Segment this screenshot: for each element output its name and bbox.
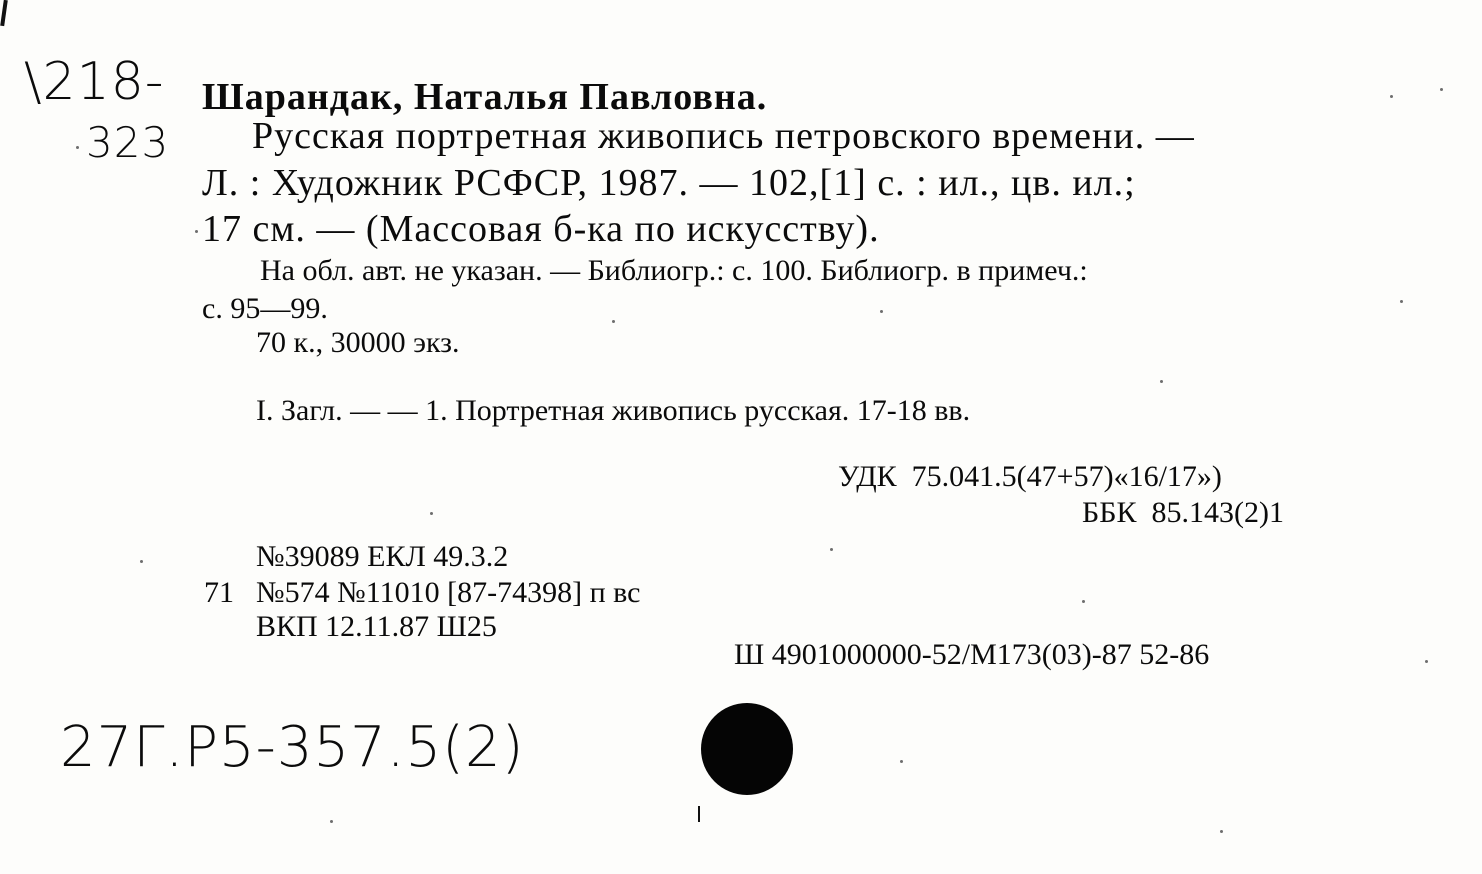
scan-speck <box>830 548 833 551</box>
scan-speck <box>1400 300 1403 303</box>
scan-speck <box>900 760 903 763</box>
scan-speck <box>195 230 198 233</box>
series-line: 17 см. — (Массовая б-ка по искусству). <box>202 208 880 250</box>
registry-line-1: №39089 ЕКЛ 49.3.2 <box>256 540 509 573</box>
handwritten-shelf-mark: 27Г.Р5-357.5(2) <box>60 715 525 780</box>
scan-speck <box>430 512 433 515</box>
imprint-line: Л. : Художник РСФСР, 1987. — 102,[1] с. : ил., цв. ил.; <box>202 162 1136 204</box>
price-circulation: 70 к., 30000 экз. <box>256 326 460 359</box>
registry-line-2: №574 №11010 [87-74398] п вс <box>256 576 641 609</box>
udc-classification: УДК 75.041.5(47+57)«16/17») <box>838 460 1222 493</box>
scan-speck <box>1160 380 1163 383</box>
subject-tracing: I. Загл. — — 1. Портретная живопись русская. 17-18 вв. <box>256 394 971 427</box>
corner-pen-mark <box>0 0 8 26</box>
scan-speck <box>1425 660 1428 663</box>
author-heading: Шарандак, Наталья Павловна. <box>202 76 768 118</box>
scan-speck <box>1440 88 1443 91</box>
scan-speck <box>1390 95 1393 98</box>
scan-speck <box>612 320 615 323</box>
bibliographic-code: Ш 4901000000-52/М173(03)-87 52-86 <box>734 638 1210 671</box>
punched-hole <box>701 703 793 795</box>
scan-speck <box>76 146 79 149</box>
registry-line-3: ВКП 12.11.87 Ш25 <box>256 610 497 643</box>
handwritten-call-number-line-2: 323 <box>86 118 170 167</box>
bbk-classification: ББК 85.143(2)1 <box>1082 496 1284 529</box>
scan-speck <box>330 820 333 823</box>
pen-tick-mark <box>698 806 700 822</box>
scan-speck <box>1082 600 1085 603</box>
scan-speck <box>140 560 143 563</box>
registry-prefix: 71 <box>204 576 234 609</box>
handwritten-call-number-line-1: \218- <box>24 52 165 112</box>
scan-speck <box>880 310 883 313</box>
title-line: Русская портретная живопись петровского времени. — <box>252 115 1195 157</box>
notes-line-1: На обл. авт. не указан. — Библиогр.: с. 100. Библиогр. в примеч.: <box>260 254 1088 287</box>
scan-speck <box>1220 830 1223 833</box>
notes-line-2: с. 95—99. <box>202 292 328 325</box>
